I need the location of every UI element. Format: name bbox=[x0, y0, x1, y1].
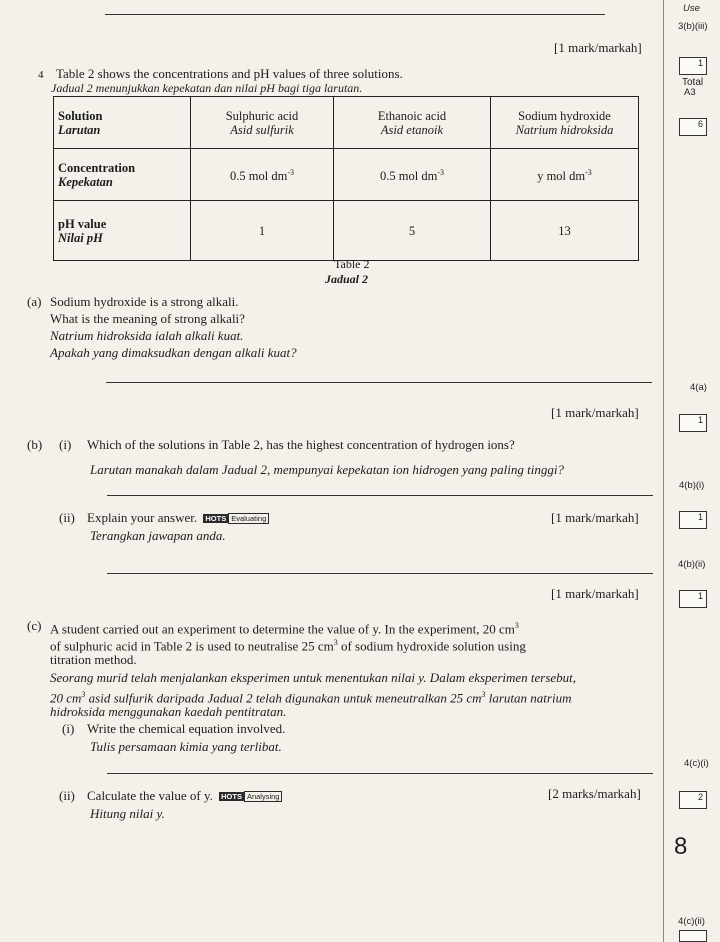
use-label: Use bbox=[683, 3, 700, 14]
cell-sup: -3 bbox=[437, 167, 444, 177]
intro-ms: Jadual 2 menunjukkan kepekatan dan nilai pH bagi tiga larutan. bbox=[51, 81, 363, 95]
margin-column-line bbox=[663, 0, 664, 942]
row-label-en: Concentration bbox=[58, 160, 136, 175]
part-b-label: (b) bbox=[27, 437, 43, 452]
header-ms: Asid sulfurik bbox=[230, 122, 294, 137]
part-b-i-score-box: 1 bbox=[679, 511, 707, 529]
sup-3: 3 bbox=[481, 690, 486, 699]
part-b-i-en: Which of the solutions in Table 2, has the highest concentration of hydrogen ions? bbox=[87, 437, 515, 452]
table-cell bbox=[191, 149, 334, 201]
cell-value: y mol dm bbox=[537, 169, 586, 184]
cell-sup: -3 bbox=[585, 167, 592, 177]
row-label bbox=[54, 201, 191, 261]
part-c-ii-score-box bbox=[679, 930, 707, 942]
part-b-i-ms: Larutan manakah dalam Jadual 2, mempunyai kepekatan ion hidrogen yang paling tinggi? bbox=[90, 462, 564, 477]
header-ms: Natrium hidroksida bbox=[515, 122, 614, 137]
part-c-ms3: hidroksida menggunakan kaedah pentitratan. bbox=[50, 704, 287, 719]
part-b-i-label: (i) bbox=[59, 437, 72, 452]
part-a-stem-en1: Sodium hydroxide is a strong alkali. bbox=[50, 294, 239, 309]
header-naoh bbox=[491, 97, 639, 149]
cell-value: 1 bbox=[258, 223, 266, 238]
part-b-i-code: 4(b)(i) bbox=[679, 480, 705, 491]
part-b-ii-text: Explain your answer. bbox=[87, 510, 198, 525]
header-en: Solution bbox=[58, 108, 103, 123]
part-c-en1-text: A student carried out an experiment to determine the value of y. In the experiment, 20 cm bbox=[50, 621, 515, 637]
table-caption-ms: Jadual 2 bbox=[325, 272, 369, 286]
part-b-i-mark: [1 mark/markah] bbox=[551, 510, 639, 525]
part-c-ii-code: 4(c)(ii) bbox=[678, 916, 705, 927]
part-c-ii-en bbox=[87, 788, 282, 805]
part-a-code: 4(a) bbox=[690, 382, 707, 393]
concentration-ph-table bbox=[53, 96, 639, 261]
header-en: Sulphuric acid bbox=[225, 108, 299, 123]
part-a-mark: [1 mark/markah] bbox=[551, 405, 639, 420]
sup-3: 3 bbox=[514, 621, 519, 630]
part-c-en2-text: of sulphuric acid in Table 2 is used to neutralise 25 cm bbox=[50, 638, 334, 654]
part-c-ii-text: Calculate the value of y. bbox=[87, 788, 213, 803]
part-a-label: (a) bbox=[27, 294, 42, 309]
part-c-ms1: Seorang murid telah menjalankan eksperimen untuk menentukan nilai y. Dalam eksperimen tersebut, bbox=[50, 670, 577, 685]
part-c-ii-label: (ii) bbox=[59, 788, 75, 803]
header-ms: Asid etanoik bbox=[380, 122, 444, 137]
part-a-stem-en2: What is the meaning of strong alkali? bbox=[50, 311, 245, 326]
cell-value: 0.5 mol dm bbox=[230, 169, 288, 184]
header-en: Sodium hydroxide bbox=[518, 108, 611, 123]
sup-3: 3 bbox=[81, 690, 86, 699]
table-cell bbox=[491, 201, 639, 261]
part-c-en2b-text: of sodium hydroxide solution using bbox=[337, 638, 526, 654]
header-ms: Larutan bbox=[58, 122, 101, 137]
table-cell bbox=[334, 149, 491, 201]
table-cell bbox=[334, 201, 491, 261]
part-c-i-ms: Tulis persamaan kimia yang terlibat. bbox=[90, 739, 282, 754]
header-ethanoic bbox=[334, 97, 491, 149]
intro-en: Table 2 shows the concentrations and pH values of three solutions. bbox=[56, 66, 403, 81]
cell-sup: -3 bbox=[287, 167, 294, 177]
part-a-score-box: 1 bbox=[679, 414, 707, 432]
total-sub: A3 bbox=[684, 87, 696, 98]
table-header-row bbox=[54, 97, 639, 149]
row-label bbox=[54, 149, 191, 201]
table-caption-en: Table 2 bbox=[334, 257, 370, 271]
part-c-ms2b: asid sulfurik daripada Jadual 2 telah digunakan untuk meneutralkan 25 cm bbox=[85, 690, 482, 706]
part-b-ii-label: (ii) bbox=[59, 510, 75, 525]
header-sulphuric bbox=[191, 97, 334, 149]
table-cell bbox=[491, 149, 639, 201]
part-c-label: (c) bbox=[27, 618, 42, 633]
part-c-i-mark: [2 marks/markah] bbox=[548, 786, 641, 801]
top-rule bbox=[105, 14, 605, 15]
part-c-ii-ms: Hitung nilai y. bbox=[90, 806, 165, 821]
answer-line-c-i bbox=[107, 773, 653, 774]
big-total: 8 bbox=[674, 833, 688, 860]
header-solution bbox=[54, 97, 191, 149]
part-c-ms2a: 20 cm bbox=[50, 690, 82, 706]
part-c-en3: titration method. bbox=[50, 652, 137, 667]
hots-label: HOTS bbox=[205, 514, 227, 524]
cell-value: 5 bbox=[408, 223, 416, 238]
row-label-ms: Nilai pH bbox=[58, 230, 103, 245]
sup-3: 3 bbox=[333, 638, 338, 647]
header-en: Ethanoic acid bbox=[377, 108, 447, 123]
part-c-i-label: (i) bbox=[62, 721, 75, 736]
prev-score-box: 1 bbox=[679, 57, 707, 75]
part-b-ii-ms: Terangkan jawapan anda. bbox=[90, 528, 226, 543]
question-number: 4 bbox=[38, 69, 44, 81]
answer-line-b-ii bbox=[107, 573, 653, 574]
part-c-i-code: 4(c)(i) bbox=[684, 758, 709, 769]
cell-value: 0.5 mol dm bbox=[380, 169, 438, 184]
part-a-stem-ms1: Natrium hidroksida ialah alkali kuat. bbox=[50, 328, 244, 343]
hots-kind: Analysing bbox=[244, 791, 283, 802]
table-row-concentration bbox=[54, 149, 639, 201]
part-a-stem-ms2: Apakah yang dimaksudkan dengan alkali kuat? bbox=[50, 345, 297, 360]
answer-line-b-i bbox=[107, 495, 653, 496]
row-label-ms: Kepekatan bbox=[58, 174, 113, 189]
hots-evaluating-tag bbox=[203, 511, 269, 527]
table-row-ph bbox=[54, 201, 639, 261]
part-c-ms2c: larutan natrium bbox=[485, 690, 572, 706]
part-b-ii-en bbox=[87, 510, 269, 527]
hots-label: HOTS bbox=[221, 792, 242, 802]
hots-kind: Evaluating bbox=[228, 513, 269, 524]
prev-mark: [1 mark/markah] bbox=[554, 40, 642, 55]
hots-analysing-tag bbox=[219, 789, 282, 805]
cell-value: 13 bbox=[558, 223, 571, 238]
part-b-ii-score-box: 1 bbox=[679, 590, 707, 608]
part-c-i-en: Write the chemical equation involved. bbox=[87, 721, 286, 736]
prev-item-code: 3(b)(iii) bbox=[678, 21, 708, 32]
total-label: Total bbox=[682, 77, 704, 88]
table-cell bbox=[191, 201, 334, 261]
part-b-ii-mark: [1 mark/markah] bbox=[551, 586, 639, 601]
row-label-en: pH value bbox=[58, 216, 107, 231]
part-c-i-score-box: 2 bbox=[679, 791, 707, 809]
total-score-box: 6 bbox=[679, 118, 707, 136]
answer-line-a bbox=[106, 382, 652, 383]
part-b-ii-code: 4(b)(ii) bbox=[678, 559, 706, 570]
